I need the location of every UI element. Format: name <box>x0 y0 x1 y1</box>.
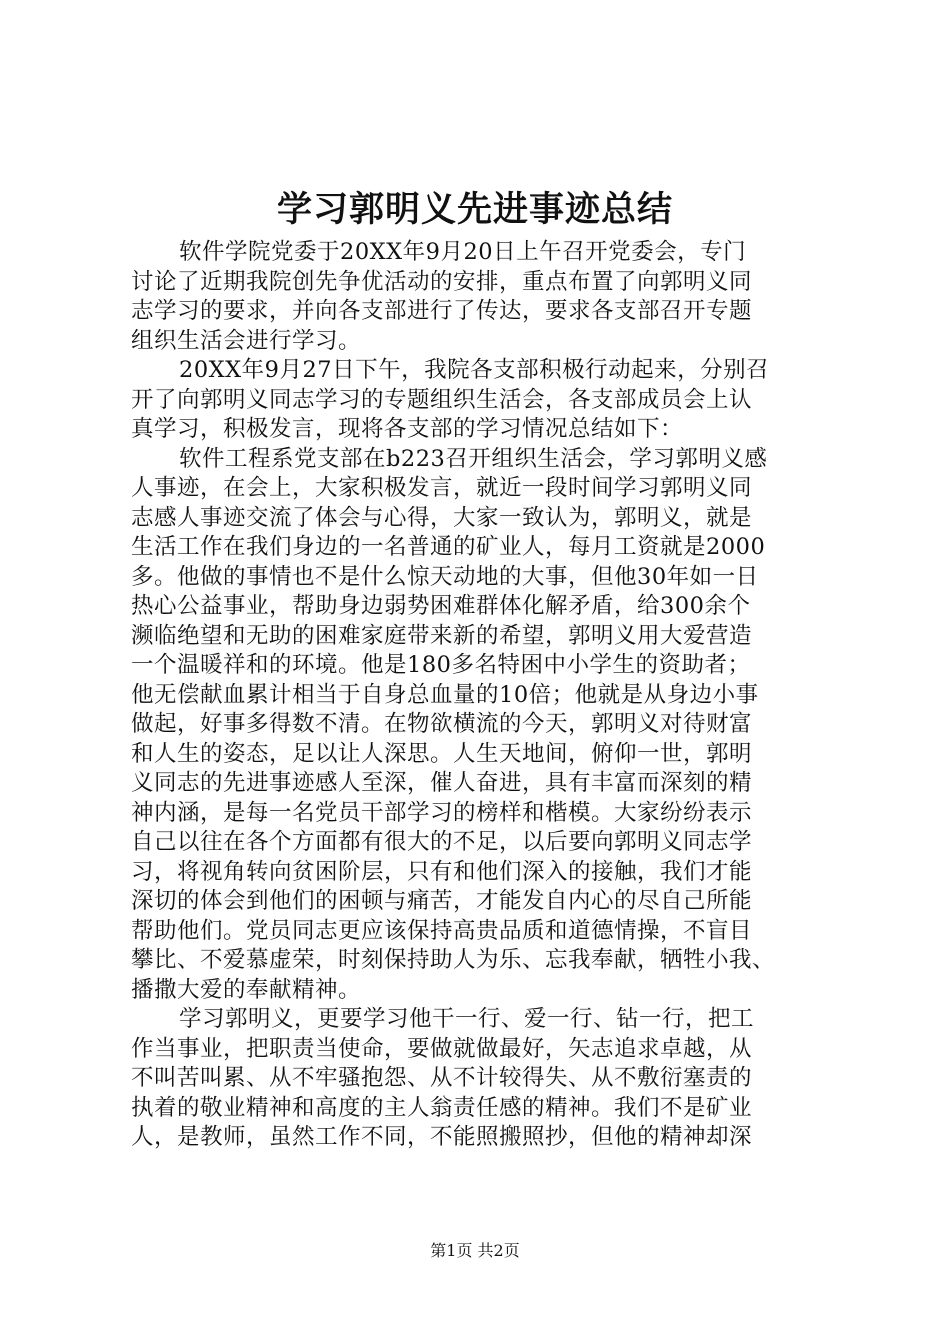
text-line: 他无偿献血累计相当于自身总血量的10倍；他就是从身边小事 <box>131 681 759 708</box>
text-line: 志感人事迹交流了体会与心得，大家一致认为，郭明义，就是 <box>131 504 753 531</box>
text-line: 20XX年9月27日下午，我院各支部积极行动起来，分别召 <box>179 357 770 383</box>
text-line: 生活工作在我们身边的一名普通的矿业人，每月工资就是2000 <box>131 534 766 560</box>
text-line: 组织生活会进行学习。 <box>131 327 362 354</box>
text-line: 做起，好事多得数不清。在物欲横流的今天，郭明义对待财富 <box>131 711 753 737</box>
page-footer: 第1页 共2页 <box>430 1241 520 1260</box>
text-line: 热心公益事业，帮助身边弱势困难群体化解矛盾，给300余个 <box>131 593 751 619</box>
text-line: 帮助他们。党员同志更应该保持高贵品质和道德情操，不盲目 <box>131 917 753 944</box>
text-line: 神内涵，是每一名党员干部学习的榜样和楷模。大家纷纷表示 <box>131 799 753 826</box>
text-line: 和人生的姿态，足以让人深思。人生天地间，俯仰一世，郭明 <box>131 740 753 767</box>
text-line: 讨论了近期我院创先争优活动的安排，重点布置了向郭明义同 <box>131 268 753 295</box>
text-line: 播撒大爱的奉献精神。 <box>131 976 362 1003</box>
text-line: 濒临绝望和无助的困难家庭带来新的希望，郭明义用大爱营造 <box>131 622 753 649</box>
text-line: 软件学院党委于20XX年9月20日上午召开党委会，专门 <box>179 239 747 265</box>
text-line: 多。他做的事情也不是什么惊天动地的大事，但他30年如一日 <box>131 563 759 590</box>
text-line: 一个温暖祥和的环境。他是180多名特困中小学生的资助者； <box>131 652 751 678</box>
document-body <box>131 238 835 1153</box>
text-line: 真学习，积极发言，现将各支部的学习情况总结如下： <box>131 416 684 442</box>
text-line: 习，将视角转向贫困阶层，只有和他们深入的接触，我们才能 <box>131 858 753 885</box>
text-line: 人，是教师，虽然工作不同，不能照搬照抄，但他的精神却深 <box>131 1124 753 1150</box>
text-line: 开了向郭明义同志学习的专题组织生活会，各支部成员会上认 <box>131 386 753 413</box>
text-line: 深切的体会到他们的困顿与痛苦，才能发自内心的尽自己所能 <box>131 888 753 914</box>
text-line: 执着的敬业精神和高度的主人翁责任感的精神。我们不是矿业 <box>131 1094 753 1121</box>
text-line: 不叫苦叫累、从不牢骚抱怨、从不计较得失、从不敷衍塞责的 <box>131 1065 753 1091</box>
text-line: 义同志的先进事迹感人至深，催人奋进，具有丰富而深刻的精 <box>131 770 753 796</box>
text-line: 人事迹，在会上，大家积极发言，就近一段时间学习郭明义同 <box>131 475 753 501</box>
text-line: 软件工程系党支部在b223召开组织生活会，学习郭明义感 <box>179 445 768 472</box>
text-line: 自己以往在各个方面都有很大的不足，以后要向郭明义同志学 <box>131 829 753 855</box>
document-title: 学习郭明义先进事迹总结 <box>276 189 673 230</box>
text-line: 作当事业，把职责当使命，要做就做最好，矢志追求卓越，从 <box>131 1035 753 1062</box>
text-line: 攀比、不爱慕虚荣，时刻保持助人为乐、忘我奉献，牺牲小我、 <box>131 947 776 973</box>
text-line: 志学习的要求，并向各支部进行了传达，要求各支部召开专题 <box>131 298 753 324</box>
text-line: 学习郭明义，更要学习他干一行、爱一行、钻一行，把工 <box>179 1006 755 1032</box>
